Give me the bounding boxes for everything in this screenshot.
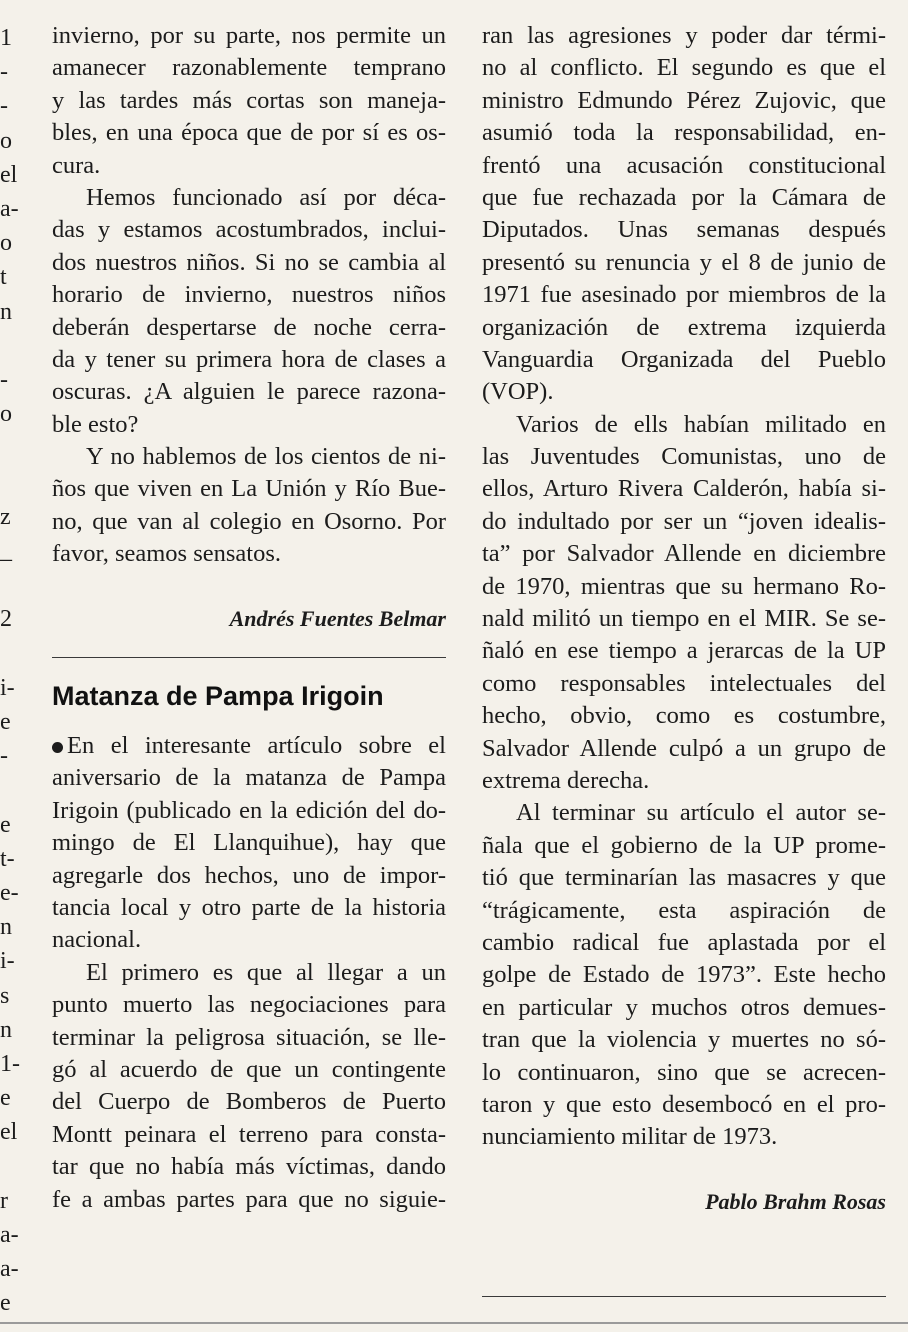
text-line: invierno, por su parte, nos permite un [52,22,446,49]
text-line: Salvador Allende culpó a un grupo de [482,734,886,762]
text-line: cura. [52,151,101,179]
gutter-fragment: 1 [0,25,12,51]
left-column [52,20,446,1216]
text-line: favor, seamos sensatos. [52,540,281,568]
letter-brahm-part1 [52,730,446,1216]
gutter-fragment: _ [0,538,12,564]
text-line: 1971 fue asesinado por miembros de la [482,281,886,309]
text-line: “trágicamente, esta aspiración de [482,896,886,924]
text-line: Irigoin (publicado en la edición del do- [52,796,446,824]
gutter-fragment: t- [0,845,15,872]
gutter-fragment: r [0,1187,8,1214]
text-line: tran que la violencia y muertes no só- [482,1026,886,1054]
gutter-fragment: e [0,709,11,735]
text-line: tió que terminarían las masacres y que [482,864,886,892]
text-line: ños que viven en La Unión y Río Bue- [52,475,446,503]
text-line: Montt peinara el terreno para consta- [52,1120,446,1148]
text-line: ta” por Salvador Allende en diciembre [482,540,886,568]
gutter-fragment: o [0,401,12,428]
text-line: ran las agresiones y poder dar térmi- [482,22,886,49]
gutter-fragment: 1- [0,1051,20,1077]
text-line: del Cuerpo de Bomberos de Puerto [52,1088,446,1116]
text-line: bles, en una época que de por sí es os- [52,119,446,147]
gutter-fragment: e [0,1085,11,1112]
text-line: que fue rechazada por la Cámara de [482,183,886,211]
letter-headline: Matanza de Pampa Irigoin [52,681,384,712]
text-line: amanecer razonablemente temprano [52,54,446,82]
text-line: lo continuaron, sino que se acrecen- [482,1058,886,1086]
text-line: de 1970, mientras que su hermano Ro- [482,572,886,600]
gutter-fragment: a- [0,196,19,222]
gutter-fragment: - [0,743,8,770]
text-line: no al conflicto. El segundo es que el [482,54,886,82]
gutter-fragment: n [0,1016,12,1043]
page-bottom-rule [0,1322,908,1324]
text-line: Varios de ells habían militado en [516,410,886,438]
text-line: no, que van al colegio en Osorno. Por [52,507,446,535]
gutter-fragment: el [0,1119,18,1146]
gutter-fragment: a- [0,1222,19,1248]
text-line: Vanguardia Organizada del Pueblo [482,345,886,373]
letter-brahm-part2 [482,20,886,1154]
text-line: nald militó un tiempo en el MIR. Se se- [482,605,886,633]
text-line: nunciamiento militar de 1973. [482,1123,778,1151]
text-line: dos nuestros niños. Si no se cambia al [52,248,446,276]
gutter-fragment: t [0,264,7,291]
right-column [482,20,886,1218]
text-line: El primero es que al llegar a un [86,958,446,986]
text-line: das y estamos acostumbrados, inclui- [52,216,446,244]
gutter-fragment: - [0,93,8,120]
text-line: nacional. [52,926,142,954]
text-line: terminar la peligrosa situación, se lle- [52,1023,446,1051]
text-line: extrema derecha. [482,766,650,794]
text-line: asumió toda la responsabilidad, en- [482,119,886,147]
text-line: Diputados. Unas semanas después [482,216,886,244]
gutter-fragment: n [0,914,12,941]
gutter-fragment: 2 [0,606,12,633]
text-line: ñaló en ese tiempo a jerarcas de la UP [482,637,886,665]
text-line: cambio radical fue aplastada por el [482,928,886,956]
text-line: do indultado por ser un “joven idealis- [482,507,886,535]
column-end-rule [482,1296,886,1297]
gutter-fragment: z [0,503,11,530]
letter-signature: Andrés Fuentes Belmar [229,605,446,631]
text-line: deberán despertarse de noche cerra- [52,313,446,341]
text-line: ellos, Arturo Rivera Calderón, había si- [482,475,886,503]
text-line: mingo de El Llanquihue), hay que [52,829,446,857]
text-line: Hemos funcionado así por déca- [86,183,446,211]
bullet-icon [52,742,63,753]
text-line: da y tener su primera hora de clases a [52,345,446,373]
text-line: y las tardes más cortas son maneja- [52,86,446,114]
text-line: oscuras. ¿A alguien le parece razona- [52,378,446,406]
gutter-fragment: s [0,982,10,1009]
text-line: hecho, obvio, como es costumbre, [482,702,886,730]
letter-fuentes [52,20,446,571]
gutter-fragment: el [0,161,18,188]
gutter-fragment: e- [0,880,19,906]
text-line: en particular y muchos otros demues- [482,993,886,1021]
gutter-fragment: i- [0,948,15,975]
gutter-fragment: a- [0,1256,19,1283]
gutter-fragment: e [0,1290,11,1317]
text-line: fe a ambas partes para que no siguie- [52,1185,446,1213]
gutter-fragment: - [0,59,8,86]
text-line: punto muerto las negociaciones para [52,991,446,1019]
text-line: organización de extrema izquierda [482,313,886,341]
gutter-fragment: o [0,230,12,257]
gutter-fragment: e [0,811,11,838]
gutter-fragment: o [0,127,12,154]
section-divider [52,657,446,658]
text-line: Al terminar su artículo el autor se- [516,799,886,827]
gutter-fragment: i- [0,674,15,701]
text-line [52,730,446,762]
previous-column-fragments [0,0,18,1332]
gutter-fragment: - [0,367,8,393]
text-line: ñala que el gobierno de la UP prome- [482,831,886,859]
text-line-content: En el interesante artículo sobre el [67,732,446,760]
text-line: Y no hablemos de los cientos de ni- [86,443,446,471]
gutter-fragment: n [0,298,12,325]
text-line: tar que no había más víctimas, dando [52,1153,446,1181]
text-line: (VOP). [482,378,554,406]
text-line: como responsables intelectuales del [482,669,886,697]
text-line: frentó una acusación constitucional [482,151,886,179]
text-line: golpe de Estado de 1973”. Este hecho [482,961,886,989]
text-line: presentó su renuncia y el 8 de junio de [482,248,886,276]
text-line: horario de invierno, nuestros niños [52,281,446,309]
text-line: gó al acuerdo de que un contingente [52,1055,446,1083]
text-line: ministro Edmundo Pérez Zujovic, que [482,86,886,114]
letter-signature-brahm: Pablo Brahm Rosas [705,1188,886,1214]
text-line: tancia local y otro parte de la historia [52,893,446,921]
text-line: ble esto? [52,410,139,438]
text-line: aniversario de la matanza de Pampa [52,764,446,792]
text-line: taron y que esto desembocó en el pro- [482,1090,886,1118]
text-line: agregarle dos hechos, uno de impor- [52,861,446,889]
text-line: las Juventudes Comunistas, uno de [482,443,886,471]
